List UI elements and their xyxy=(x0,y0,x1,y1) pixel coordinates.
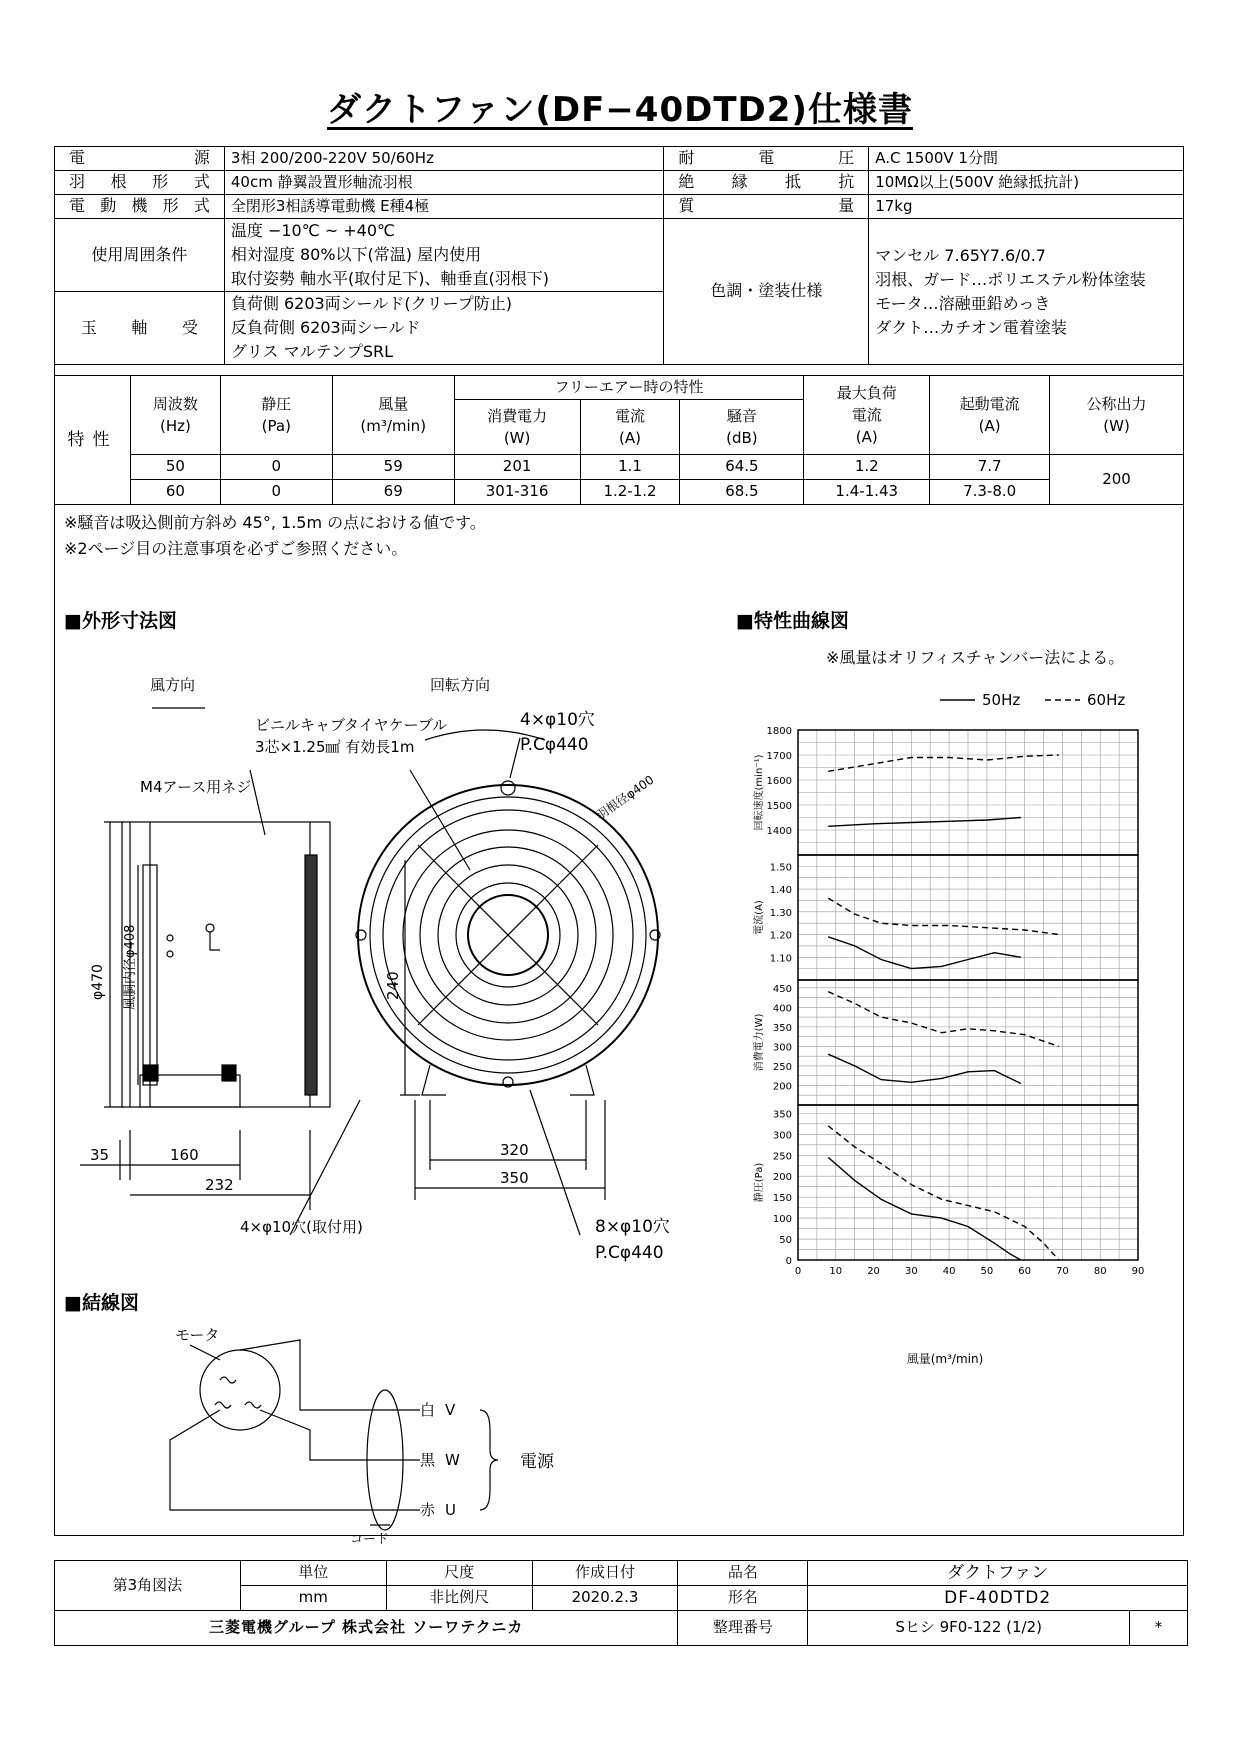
title-block xyxy=(54,1560,1188,1646)
color-line: 羽根、ガード…ポリエステル粉体塗装 xyxy=(875,269,1146,289)
wiring-diagram xyxy=(60,1310,680,1547)
wire-white: 白 xyxy=(420,1401,436,1419)
table-row xyxy=(55,455,1184,480)
cell-freq: 60 xyxy=(130,480,220,505)
chart-xlabel: 風量(m³/min) xyxy=(906,1352,984,1366)
unit-label: 単位 xyxy=(240,1561,386,1586)
y-tick-label: 1400 xyxy=(766,826,792,837)
char-row-label: 特性 xyxy=(55,376,131,505)
cell-rated: 200 xyxy=(1050,455,1184,505)
motor-label: モータ xyxy=(175,1326,220,1344)
dim-320: 320 xyxy=(500,1141,529,1159)
name-value: ダクトファン xyxy=(808,1561,1188,1586)
dim-35: 35 xyxy=(90,1146,110,1164)
bearing-label: 玉軸受 xyxy=(55,292,225,365)
wire-black: 黒 xyxy=(420,1451,436,1469)
legend-50hz: 50Hz xyxy=(982,691,1021,709)
y-tick-label: 50 xyxy=(779,1235,792,1247)
color-line: モータ…溶融亜鉛めっき xyxy=(875,293,1051,313)
series-line-50hz xyxy=(828,937,1021,969)
cell-start: 7.7 xyxy=(930,455,1050,480)
cell-maxload: 1.2 xyxy=(804,455,930,480)
env-value xyxy=(224,219,664,292)
current-header: 電流 (A) xyxy=(580,399,680,454)
x-tick-label: 10 xyxy=(829,1266,843,1277)
outline-drawing xyxy=(60,660,720,1280)
mass-value: 17kg xyxy=(869,195,1184,219)
dim-160: 160 xyxy=(170,1146,199,1164)
cell-power: 201 xyxy=(454,455,580,480)
scale-value: 非比例尺 xyxy=(386,1586,532,1611)
ref-value: Sヒシ 9F0-122 (1/2) xyxy=(808,1611,1130,1646)
cell-current: 1.1 xyxy=(580,455,680,480)
cell-airflow: 69 xyxy=(332,480,454,505)
company-name: 三菱電機グループ 株式会社 ソーワテクニカ xyxy=(55,1611,678,1646)
cell-power: 301-316 xyxy=(454,480,580,505)
x-tick-label: 70 xyxy=(1056,1266,1069,1277)
section-wiring: ■結線図 xyxy=(64,1292,139,1314)
y-axis-label: 電流(A) xyxy=(754,900,765,935)
cell-airflow: 59 xyxy=(332,455,454,480)
date-value: 2020.2.3 xyxy=(532,1586,678,1611)
y-tick-label: 250 xyxy=(772,1061,792,1073)
rotation-direction: 回転方向 xyxy=(430,676,491,694)
model-label: 形名 xyxy=(678,1586,808,1611)
page-title: ダクトファン(DF−40DTD2)仕様書 xyxy=(327,90,913,130)
holes-top: 4×φ10穴 xyxy=(520,710,595,730)
legend-60hz: 60Hz xyxy=(1087,691,1126,709)
y-tick-label: 400 xyxy=(772,1003,792,1015)
withstand-label: 耐電圧 xyxy=(664,147,869,171)
y-tick-label: 300 xyxy=(772,1130,792,1142)
y-tick-label: 300 xyxy=(772,1042,792,1054)
earth-screw: M4アース用ネジ xyxy=(140,778,252,796)
characteristics-table xyxy=(54,375,1184,505)
cell-start: 7.3-8.0 xyxy=(930,480,1050,505)
section-outline: ■外形寸法図 xyxy=(64,610,177,632)
y-axis-label: 静圧(Pa) xyxy=(754,1162,765,1203)
series-line-50hz xyxy=(828,818,1021,827)
series-line-50hz xyxy=(828,1157,1021,1260)
y-tick-label: 0 xyxy=(785,1256,792,1267)
wire-red: 赤 xyxy=(420,1501,436,1519)
y-axis-label: 回転速度(min⁻¹) xyxy=(754,754,765,831)
dim-232: 232 xyxy=(205,1176,234,1194)
motor-symbol xyxy=(200,1350,280,1430)
y-tick-label: 1.50 xyxy=(769,862,792,874)
holes-top-pc: P.Cφ440 xyxy=(520,735,589,755)
color-line: マンセル 7.65Y7.6/0.7 xyxy=(875,245,1046,265)
y-tick-label: 100 xyxy=(772,1214,792,1226)
color-value xyxy=(869,219,1184,365)
cell-maxload: 1.4-1.43 xyxy=(804,480,930,505)
dim-408: 風胴内径φ408 xyxy=(123,924,138,1010)
motor-label: 電動機形式 xyxy=(55,195,225,219)
airflow-header: 風量 (m³/min) xyxy=(332,376,454,455)
rated-header: 公称出力 (W) xyxy=(1050,376,1184,455)
spec-table xyxy=(54,146,1184,365)
name-label: 品名 xyxy=(678,1561,808,1586)
series-line-60hz xyxy=(828,898,1058,934)
y-tick-label: 350 xyxy=(772,1109,792,1121)
projection: 第3角図法 xyxy=(55,1561,241,1611)
y-tick-label: 1.40 xyxy=(769,885,792,897)
power-supply: 電源 xyxy=(520,1452,554,1472)
motor-value: 全閉形3相誘導電動機 E種4極 xyxy=(224,195,664,219)
cell-noise: 68.5 xyxy=(680,480,804,505)
x-tick-label: 50 xyxy=(980,1266,994,1277)
maxload-header: 最大負荷 電流 (A) xyxy=(804,376,930,455)
power-header: 消費電力 (W) xyxy=(454,399,580,454)
cell-current: 1.2-1.2 xyxy=(580,480,680,505)
dim-350: 350 xyxy=(500,1169,529,1187)
holes-bottom-pc: P.Cφ440 xyxy=(595,1243,664,1263)
cable-label: ビニルキャブタイヤケーブル xyxy=(255,716,448,734)
blade-label: 羽根形式 xyxy=(55,171,225,195)
y-tick-label: 1.30 xyxy=(769,907,792,919)
cable-spec: 3芯×1.25㎟ 有効長1m xyxy=(255,738,415,756)
y-tick-label: 350 xyxy=(772,1022,792,1034)
free-air-header: フリーエアー時の特性 xyxy=(454,376,804,400)
terminal-v: V xyxy=(445,1401,456,1419)
holes-bottom: 8×φ10穴 xyxy=(595,1217,670,1237)
wind-direction: 風方向 xyxy=(150,676,196,694)
section-curve: ■特性曲線図 xyxy=(736,610,849,632)
characteristic-chart xyxy=(740,680,1160,1370)
cord-label: コード xyxy=(350,1532,390,1547)
env-label: 使用周囲条件 xyxy=(55,219,225,292)
y-tick-label: 1800 xyxy=(766,726,792,737)
y-tick-label: 200 xyxy=(772,1172,792,1184)
terminal-w: W xyxy=(445,1451,460,1469)
env-line: 相対湿度 80%以下(常温) 屋内使用 xyxy=(230,245,482,264)
x-tick-label: 60 xyxy=(1018,1266,1032,1277)
y-tick-label: 450 xyxy=(772,983,792,995)
cell-noise: 64.5 xyxy=(680,455,804,480)
static-header: 静圧 (Pa) xyxy=(220,376,332,455)
start-header: 起動電流 (A) xyxy=(930,376,1050,455)
freq-header: 周波数 (Hz) xyxy=(130,376,220,455)
blade-value: 40cm 静翼設置形軸流羽根 xyxy=(224,171,664,195)
x-tick-label: 80 xyxy=(1093,1266,1107,1277)
x-tick-label: 20 xyxy=(867,1266,880,1277)
y-tick-label: 200 xyxy=(772,1081,792,1093)
env-line: 温度 −10℃ ~ +40℃ xyxy=(230,221,396,240)
x-tick-label: 40 xyxy=(942,1266,956,1277)
dim-470: φ470 xyxy=(90,964,106,1000)
series-line-60hz xyxy=(828,755,1058,771)
mount-holes: 4×φ10穴(取付用) xyxy=(240,1218,363,1236)
y-tick-label: 1500 xyxy=(766,801,792,812)
date-label: 作成日付 xyxy=(532,1561,678,1586)
y-tick-label: 250 xyxy=(772,1151,792,1163)
chart-note: ※風量はオリフィスチャンバー法による。 xyxy=(826,648,1125,667)
model-value: DF-40DTD2 xyxy=(808,1586,1188,1611)
y-axis-label: 消費電力(W) xyxy=(754,1013,765,1072)
bearing-line: 負荷側 6203両シールド(クリープ防止) xyxy=(230,294,513,313)
x-tick-label: 90 xyxy=(1131,1266,1145,1277)
y-tick-label: 1.20 xyxy=(769,930,792,942)
mass-label: 質量 xyxy=(664,195,869,219)
env-line: 取付姿勢 軸水平(取付足下)、軸垂直(羽根下) xyxy=(230,269,549,288)
noise-header: 騒音 (dB) xyxy=(680,399,804,454)
ref-label: 整理番号 xyxy=(678,1611,808,1646)
bearing-line: 反負荷側 6203両シールド xyxy=(230,318,421,337)
withstand-value: A.C 1500V 1分間 xyxy=(869,147,1184,171)
x-tick-label: 30 xyxy=(904,1266,918,1277)
bearing-line: グリス マルテンプSRL xyxy=(230,342,394,361)
y-tick-label: 150 xyxy=(772,1193,792,1205)
x-tick-label: 0 xyxy=(794,1266,802,1277)
y-tick-label: 1.10 xyxy=(769,953,792,965)
mark: * xyxy=(1130,1611,1188,1646)
bearing-value xyxy=(224,292,664,365)
color-label: 色調・塗装仕様 xyxy=(664,219,869,365)
cell-static: 0 xyxy=(220,455,332,480)
note-noise: ※騒音は吸込側前方斜め 45°, 1.5m の点における値です。 xyxy=(64,513,486,532)
dim-240: 240 xyxy=(384,971,402,1000)
table-row xyxy=(55,480,1184,505)
cell-freq: 50 xyxy=(130,455,220,480)
series-line-60hz xyxy=(828,1126,1058,1260)
blade-diameter: 羽根径φ400 xyxy=(593,772,657,823)
note-page2: ※2ページ目の注意事項を必ずご参照ください。 xyxy=(64,539,408,558)
power-label: 電源 xyxy=(55,147,225,171)
series-line-50hz xyxy=(828,1054,1021,1083)
series-line-60hz xyxy=(828,992,1058,1047)
y-tick-label: 1700 xyxy=(766,751,792,762)
terminal-u: U xyxy=(445,1501,456,1519)
color-line: ダクト…カチオン電着塗装 xyxy=(875,317,1067,337)
scale-label: 尺度 xyxy=(386,1561,532,1586)
unit-value: mm xyxy=(240,1586,386,1611)
side-view-body xyxy=(130,822,330,1107)
y-tick-label: 1600 xyxy=(766,776,792,787)
cell-static: 0 xyxy=(220,480,332,505)
power-value: 3相 200/200-220V 50/60Hz xyxy=(224,147,664,171)
insulation-label: 絶縁抵抗 xyxy=(664,171,869,195)
insulation-value: 10MΩ以上(500V 絶縁抵抗計) xyxy=(869,171,1184,195)
